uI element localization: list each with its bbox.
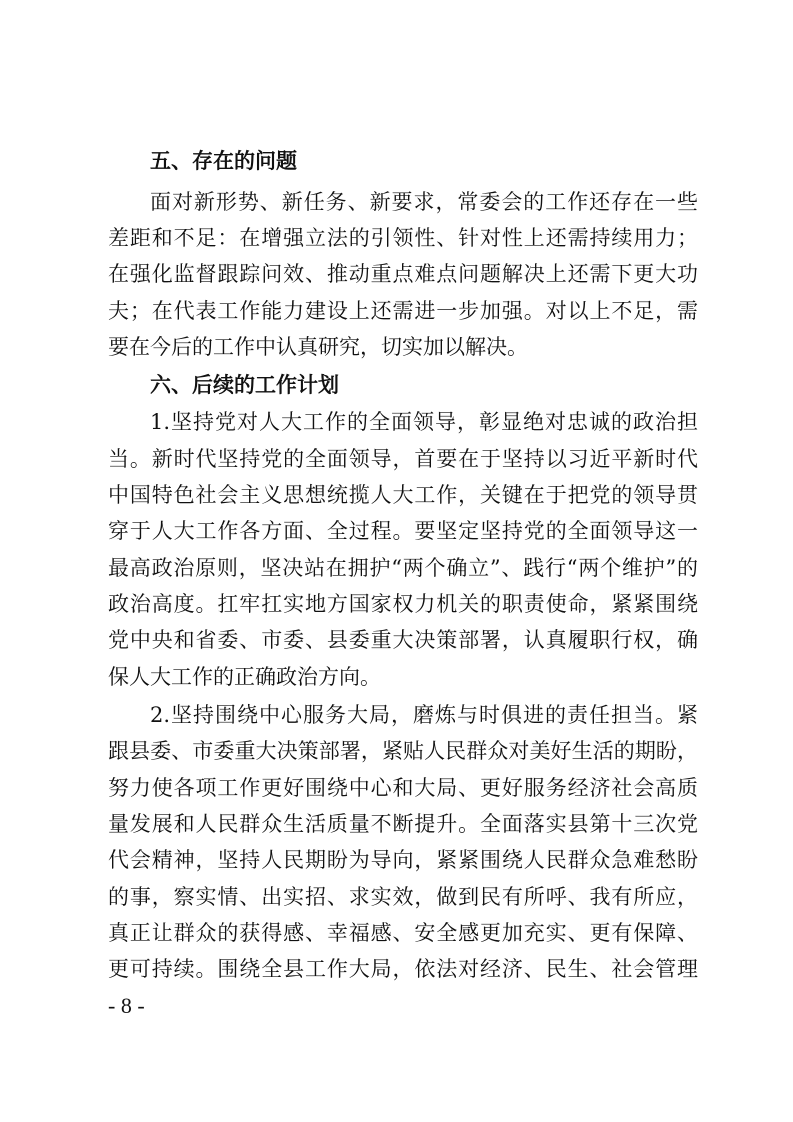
paragraph-line: 跟县委、市委重大决策部署，紧贴人民群众对美好生活的期盼，	[108, 739, 698, 763]
section-6-heading: 六、后续的工作计划	[150, 373, 339, 397]
paragraph-line: 2.坚持围绕中心服务大局，磨炼与时俱进的责任担当。紧	[150, 703, 698, 727]
paragraph-line: 中国特色社会主义思想统揽人大工作，关键在于把党的领导贯	[108, 483, 698, 507]
paragraph-line: 代会精神，坚持人民期盼为导向，紧紧围绕人民群众急难愁盼	[108, 848, 698, 872]
paragraph-line: 努力使各项工作更好围绕中心和大局、更好服务经济社会高质	[108, 776, 698, 800]
paragraph-line: 差距和不足：在增强立法的引领性、针对性上还需持续用力；	[108, 226, 698, 250]
paragraph-line: 1.坚持党对人大工作的全面领导，彰显绝对忠诚的政治担	[150, 410, 698, 434]
paragraph-line: 最高政治原则，坚决站在拥护“两个确立”、践行“两个维护”的	[108, 556, 698, 580]
section-5-heading: 五、存在的问题	[150, 149, 297, 173]
paragraph-line: 当。新时代坚持党的全面领导，首要在于坚持以习近平新时代	[108, 447, 698, 471]
paragraph-line: 在强化监督跟踪问效、推动重点难点问题解决上还需下更大功	[108, 262, 698, 286]
paragraph-line: 要在今后的工作中认真研究，切实加以解决。	[108, 335, 528, 359]
paragraph-line: 量发展和人民群众生活质量不断提升。全面落实县第十三次党	[108, 812, 698, 836]
paragraph-line: 党中央和省委、市委、县委重大决策部署，认真履职行权，确	[108, 628, 698, 652]
paragraph-line: 面对新形势、新任务、新要求，常委会的工作还存在一些	[150, 190, 698, 214]
paragraph-line: 穿于人大工作各方面、全过程。要坚定坚持党的全面领导这一	[108, 519, 698, 543]
paragraph-line: 更可持续。围绕全县工作大局，依法对经济、民生、社会管理	[108, 957, 698, 981]
paragraph-line: 的事，察实情、出实招、求实效，做到民有所呼、我有所应，	[108, 885, 698, 909]
paragraph-line: 政治高度。扛牢扛实地方国家权力机关的职责使命，紧紧围绕	[108, 592, 698, 616]
paragraph-line: 真正让群众的获得感、幸福感、安全感更加充实、更有保障、	[108, 921, 698, 945]
paragraph-line: 保人大工作的正确政治方向。	[108, 665, 381, 689]
paragraph-line: 夫；在代表工作能力建设上还需进一步加强。对以上不足，需	[108, 299, 698, 323]
page-number: - 8 -	[108, 993, 145, 1018]
